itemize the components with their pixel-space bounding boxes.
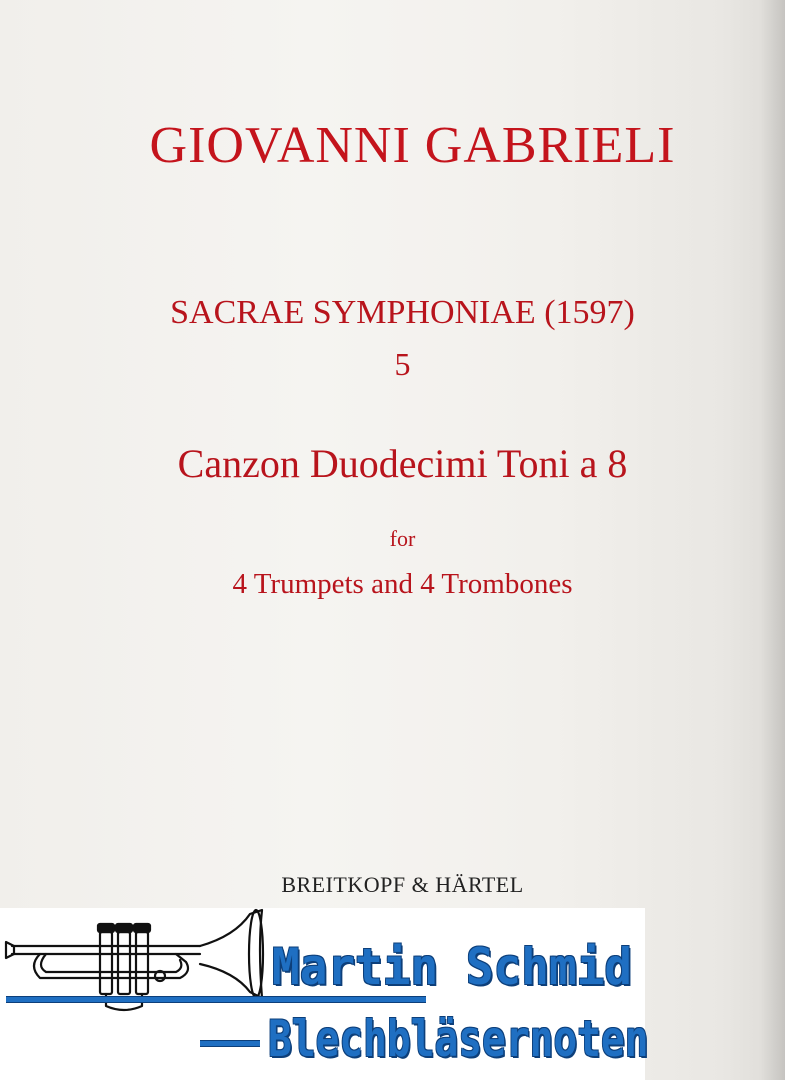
logo-line-2: Blechbläsernoten <box>268 1010 649 1068</box>
work-title: Canzon Duodecimi Toni a 8 <box>177 441 628 486</box>
instrumentation: 4 Trumpets and 4 Trombones <box>232 568 573 600</box>
logo-rule-lower <box>200 1040 260 1047</box>
collection-title: SACRAE SYMPHONIAE (1597) <box>170 294 635 331</box>
publisher-name: BREITKOPF & HÄRTEL <box>281 872 524 897</box>
collection-number: 5 <box>394 346 411 382</box>
logo-rule-upper <box>6 996 426 1003</box>
for-label: for <box>389 526 416 551</box>
composer-name: GIOVANNI GABRIELI <box>149 117 676 174</box>
logo-line-1: Martin Schmid <box>272 938 633 996</box>
